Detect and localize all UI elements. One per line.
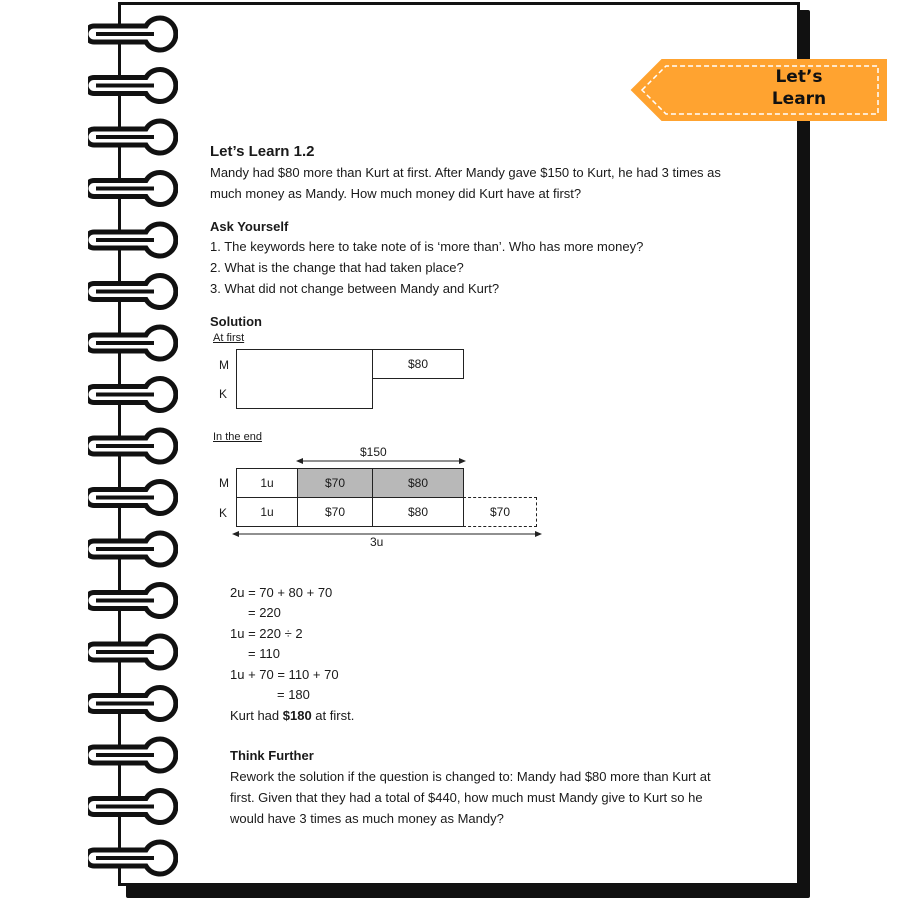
total-arrow [232, 527, 542, 541]
ask-yourself-heading: Ask Yourself [210, 219, 289, 234]
answer-suffix: at first. [311, 708, 355, 723]
in-the-end-label: In the end [213, 431, 262, 443]
row-label-m: M [219, 358, 229, 372]
spiral-binding [88, 0, 178, 900]
k-unit-cell: 1u [236, 497, 298, 527]
k-received-cell: $70 [297, 497, 373, 527]
lesson-title: Let’s Learn 1.2 [210, 143, 315, 160]
transfer-label: $150 [360, 445, 387, 459]
question-item: 2. What is the change that had taken place? [210, 260, 464, 275]
problem-line: Mandy had $80 more than Kurt at first. After Mandy gave $150 to Kurt, he had 3 times as [210, 165, 721, 180]
base-bar [236, 349, 373, 409]
binding-ring [88, 790, 176, 822]
total-label: 3u [370, 535, 384, 549]
at-first-label: At first [213, 332, 245, 344]
lets-learn-tab[interactable] [630, 58, 888, 122]
k-received-cell: $80 [372, 497, 464, 527]
binding-ring [88, 276, 176, 308]
end-row-label-m: M [219, 476, 229, 490]
end-row-label-k: K [219, 506, 228, 520]
notebook-page [118, 2, 800, 886]
binding-ring [88, 172, 176, 204]
think-further-line: would have 3 times as much money as Mandy? [230, 811, 504, 826]
binding-ring [88, 327, 176, 359]
m-unit-cell: 1u [236, 468, 298, 498]
tab-label: Let’s Learn [771, 67, 827, 109]
binding-ring [88, 121, 176, 153]
answer-value: $180 [282, 708, 312, 723]
binding-ring [88, 688, 176, 720]
binding-ring [88, 533, 176, 565]
binding-ring [88, 379, 176, 411]
solution-heading: Solution [210, 314, 262, 329]
binding-ring [88, 842, 176, 874]
question-item: 1. The keywords here to take note of is ‘more than’. Who has more money? [210, 239, 644, 254]
binding-ring [88, 739, 176, 771]
binding-ring [88, 430, 176, 462]
working-line: 2u = 70 + 80 + 70 [230, 585, 333, 600]
question-item: 3. What did not change between Mandy and Kurt? [210, 281, 500, 296]
binding-ring [88, 585, 176, 617]
working-line: = 220 [248, 605, 281, 620]
answer-line [230, 708, 354, 723]
problem-line: much money as Mandy. How much money did Kurt have at first? [210, 186, 582, 201]
working-line: 1u + 70 = 110 + 70 [230, 667, 339, 682]
binding-ring [88, 69, 176, 101]
row-label-k: K [219, 387, 228, 401]
binding-ring [88, 224, 176, 256]
k-extra-cell: $70 [463, 497, 537, 527]
binding-ring [88, 481, 176, 513]
think-further-heading: Think Further [230, 748, 314, 763]
extra-bar: $80 [372, 349, 464, 379]
m-given-cell: $80 [372, 468, 464, 498]
think-further-line: Rework the solution if the question is changed to: Mandy had $80 more than Kurt at [230, 769, 711, 784]
answer-prefix: Kurt had [230, 708, 283, 723]
working-line: = 180 [277, 687, 310, 702]
working-line: 1u = 220 ÷ 2 [230, 626, 303, 641]
working-line: = 110 [248, 646, 280, 661]
think-further-line: first. Given that they had a total of $440, how much must Mandy give to Kurt so he [230, 790, 703, 805]
m-given-cell: $70 [297, 468, 373, 498]
binding-ring [88, 18, 176, 50]
binding-ring [88, 636, 176, 668]
